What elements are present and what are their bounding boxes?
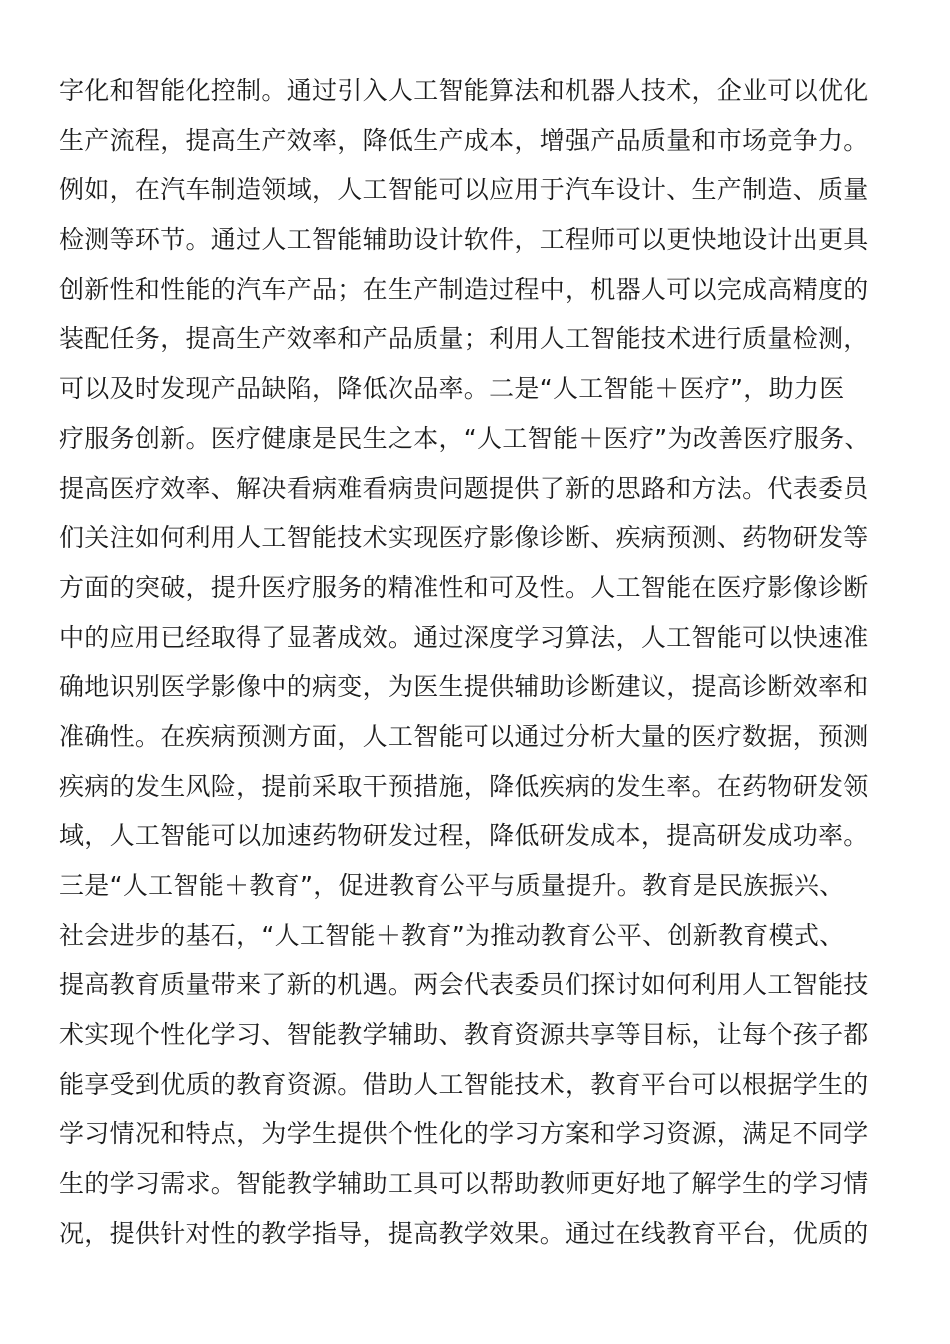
text-line: 三是“人工智能＋教育”，促进教育公平与质量提升。教育是民族振兴、	[59, 871, 845, 900]
text-line: 域，人工智能可以加速药物研发过程，降低研发成本，提高研发成功率。	[59, 821, 869, 851]
text-line: 可以及时发现产品缺陷，降低次品率。二是“人工智能＋医疗”，助力医	[59, 374, 845, 404]
text-line: 中的应用已经取得了显著成效。通过深度学习算法，人工智能可以快速准	[59, 622, 869, 652]
text-line: 生的学习需求。智能教学辅助工具可以帮助教师更好地了解学生的学习情	[59, 1169, 869, 1199]
text-line: 疾病的发生风险，提前采取干预措施，降低疾病的发生率。在药物研发领	[59, 771, 869, 801]
text-line: 疗服务创新。医疗健康是民生之本，“人工智能＋医疗”为改善医疗服务、	[59, 423, 870, 453]
text-line: 况，提供针对性的教学指导，提高教学效果。通过在线教育平台，优质的	[59, 1218, 869, 1248]
text-line: 提高医疗效率、解决看病难看病贵问题提供了新的思路和方法。代表委员	[59, 473, 869, 503]
text-line: 能享受到优质的教育资源。借助人工智能技术，教育平台可以根据学生的	[59, 1069, 869, 1099]
text-line: 创新性和性能的汽车产品；在生产制造过程中，机器人可以完成高精度的	[59, 274, 869, 304]
text-line: 方面的突破，提升医疗服务的精准性和可及性。人工智能在医疗影像诊断	[59, 572, 869, 602]
text-line: 检测等环节。通过人工智能辅助设计软件，工程师可以更快地设计出更具	[59, 225, 869, 255]
text-line: 确地识别医学影像中的病变，为医生提供辅助诊断建议，提高诊断效率和	[59, 672, 869, 702]
text-line: 学习情况和特点，为学生提供个性化的学习方案和学习资源，满足不同学	[59, 1119, 869, 1149]
text-line: 术实现个性化学习、智能教学辅助、教育资源共享等目标，让每个孩子都	[59, 1020, 869, 1050]
text-line: 们关注如何利用人工智能技术实现医疗影像诊断、疾病预测、药物研发等	[59, 523, 869, 553]
text-line: 社会进步的基石，“人工智能＋教育”为推动教育公平、创新教育模式、	[59, 920, 845, 950]
text-line: 装配任务，提高生产效率和产品质量；利用人工智能技术进行质量检测，	[59, 324, 869, 354]
body-text	[59, 66, 899, 1259]
text-line: 准确性。在疾病预测方面，人工智能可以通过分析大量的医疗数据，预测	[59, 721, 869, 751]
text-line: 提高教育质量带来了新的机遇。两会代表委员们探讨如何利用人工智能技	[59, 970, 869, 1000]
text-line: 例如，在汽车制造领域，人工智能可以应用于汽车设计、生产制造、质量	[59, 175, 869, 205]
text-line: 生产流程，提高生产效率，降低生产成本，增强产品质量和市场竞争力。	[59, 125, 869, 155]
text-line: 字化和智能化控制。通过引入人工智能算法和机器人技术，企业可以优化	[59, 76, 869, 105]
